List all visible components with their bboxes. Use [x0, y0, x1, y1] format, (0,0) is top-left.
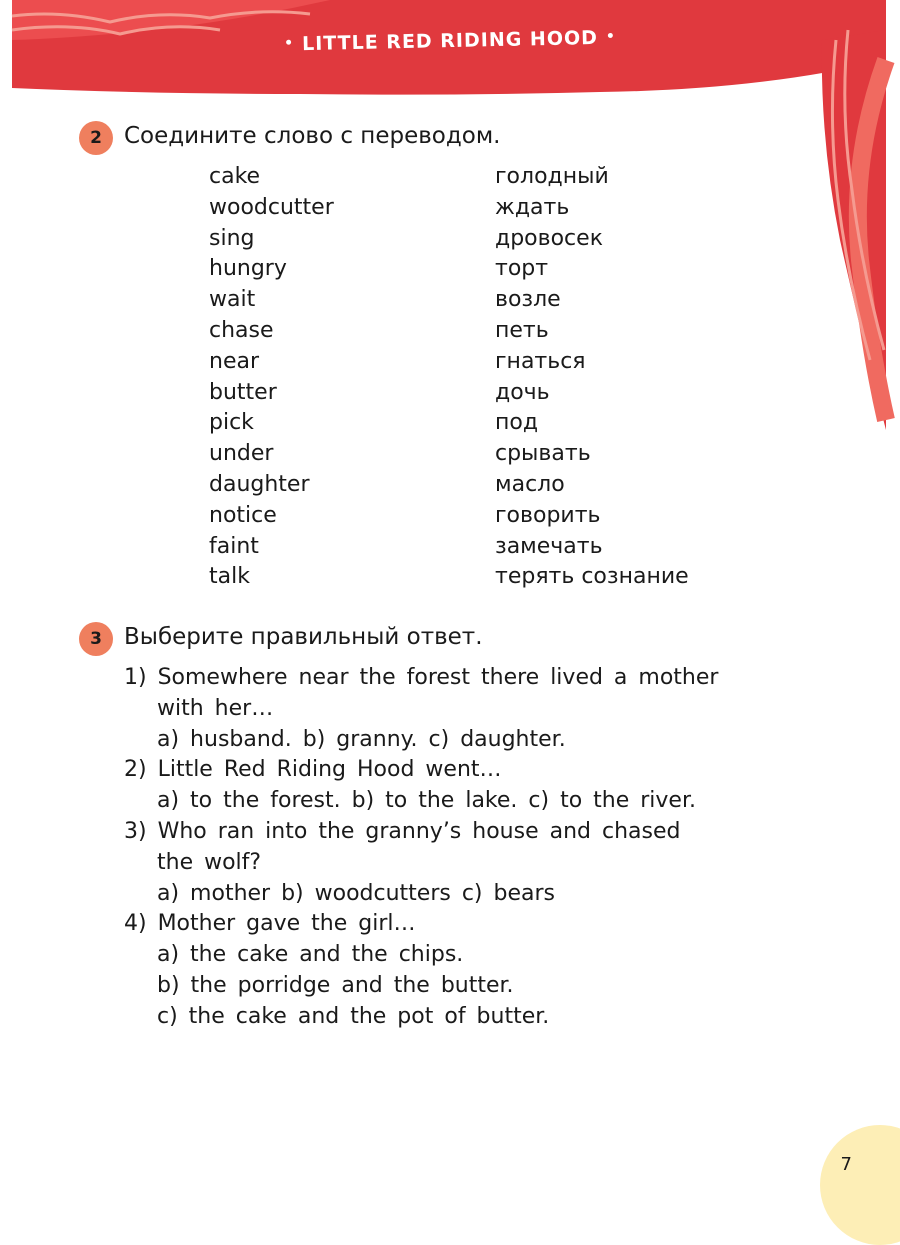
question-4: 4) Mother gave the girl…: [124, 911, 416, 937]
question-2-options: a) to the forest. b) to the lake. c) to the river.: [157, 788, 696, 814]
english-word: wait: [209, 287, 256, 313]
russian-word: гнаться: [495, 348, 586, 374]
russian-word: голодный: [495, 164, 609, 189]
task-3-instruction: Выберите правильный ответ.: [124, 624, 483, 650]
question-4-option-a: a) the cake and the chips.: [157, 942, 464, 968]
question-1-options: a) husband. b) granny. c) daughter.: [157, 726, 566, 752]
russian-word: ждать: [495, 194, 570, 220]
page-number: 7: [840, 1154, 852, 1175]
english-word: chase: [209, 317, 274, 343]
english-word: sing: [209, 225, 255, 251]
question-3-options: a) mother b) woodcutters c) bears: [157, 880, 555, 906]
page-corner-decoration: [820, 1125, 900, 1245]
english-word: near: [209, 348, 260, 374]
question-2: 2) Little Red Riding Hood went…: [124, 757, 502, 783]
english-word: woodcutter: [209, 194, 334, 220]
russian-word: возле: [495, 287, 561, 313]
russian-translation-column: [495, 162, 689, 593]
russian-word: говорить: [495, 502, 601, 528]
english-word: pick: [209, 410, 254, 436]
russian-word: терять сознание: [495, 564, 689, 590]
task-3-number-badge: 3: [79, 622, 113, 656]
english-word: cake: [209, 164, 261, 189]
russian-word: дровосек: [495, 225, 603, 251]
english-word-column: [209, 162, 334, 593]
english-word: talk: [209, 564, 250, 590]
russian-word: под: [495, 410, 539, 436]
question-1-continued: with her…: [157, 695, 274, 721]
russian-word: петь: [495, 317, 549, 343]
question-3-continued: the wolf?: [157, 849, 262, 875]
task-2-number-badge: 2: [79, 121, 113, 155]
question-list: [124, 663, 824, 1033]
russian-word: дочь: [495, 379, 550, 405]
russian-word: торт: [495, 256, 549, 282]
book-title-text: LITTLE RED RIDING HOOD: [301, 26, 599, 56]
title-dot-left: •: [283, 35, 295, 52]
english-word: hungry: [209, 256, 287, 282]
english-word: notice: [209, 502, 277, 528]
task-2-instruction: Соедините слово с переводом.: [124, 123, 501, 149]
question-4-option-b: b) the porridge and the butter.: [157, 972, 514, 998]
russian-word: срывать: [495, 441, 591, 467]
question-3: 3) Who ran into the granny’s house and chased: [124, 818, 681, 844]
curtain-decoration: [0, 0, 900, 440]
english-word: daughter: [209, 471, 310, 497]
english-word: under: [209, 441, 274, 467]
title-dot-right: •: [605, 28, 616, 45]
english-word: faint: [209, 533, 259, 559]
english-word: butter: [209, 379, 277, 405]
russian-word: масло: [495, 471, 565, 497]
question-1: 1) Somewhere near the forest there lived a mother: [124, 665, 719, 690]
russian-word: замечать: [495, 533, 603, 559]
question-4-option-c: c) the cake and the pot of butter.: [157, 1003, 550, 1029]
